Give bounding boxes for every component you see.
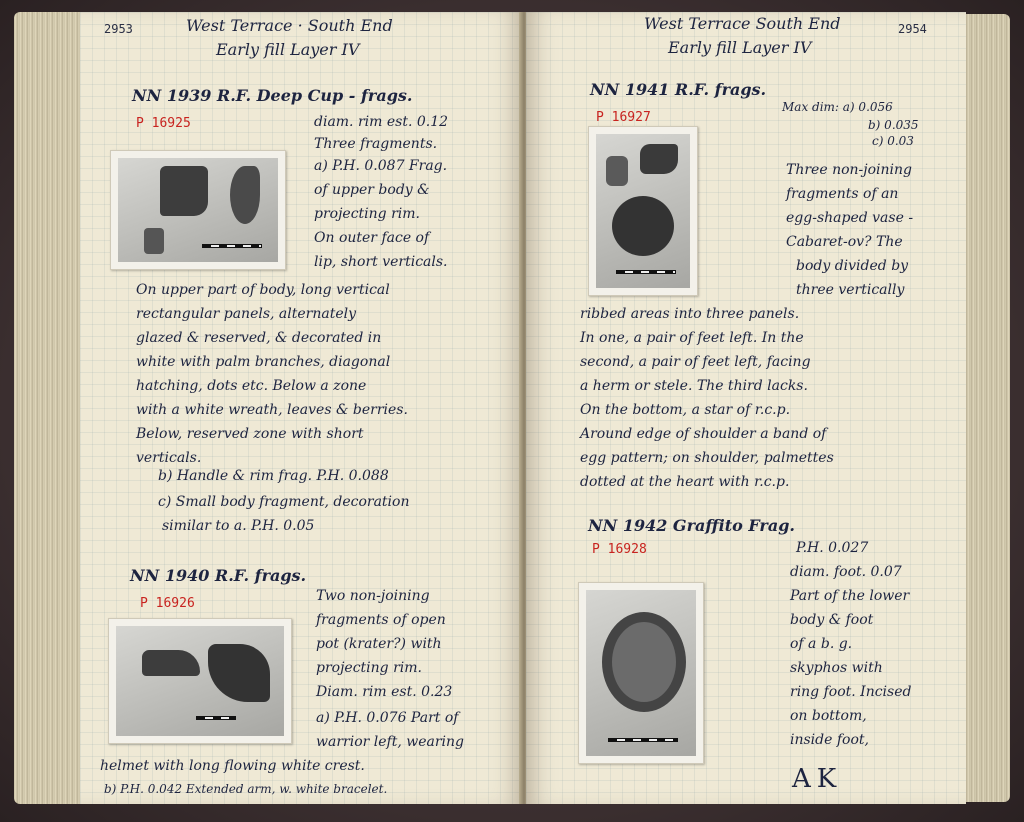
entry-title-nn1940: NN 1940 R.F. frags. — [130, 566, 307, 585]
note-line: a) P.H. 0.076 Part of — [316, 710, 459, 726]
note-line: diam. foot. 0.07 — [790, 564, 902, 580]
sherd-c — [144, 228, 164, 254]
note-line: projecting rim. — [314, 206, 420, 222]
sherd-b — [230, 166, 260, 224]
page-edges-left — [14, 12, 84, 804]
sherd-b — [606, 156, 628, 186]
right-header-line2: Early fill Layer IV — [668, 38, 812, 57]
note-line: a) P.H. 0.087 Frag. — [314, 158, 448, 174]
note-line: fragments of an — [786, 186, 899, 202]
note-line: on bottom, — [790, 708, 867, 724]
note-line: lip, short verticals. — [314, 254, 448, 270]
right-header-line1: West Terrace South End — [644, 14, 841, 33]
note-line: pot (krater?) with — [316, 636, 442, 652]
entry-title-nn1942: NN 1942 Graffito Frag. — [588, 516, 795, 535]
body-line: a herm or stele. The third lacks. — [580, 378, 808, 394]
body-line: Below, reserved zone with short — [136, 426, 364, 442]
photo-scale-bar — [616, 270, 676, 274]
note-line: inside foot, — [790, 732, 869, 748]
body-line: glazed & reserved, & decorated in — [136, 330, 382, 346]
body-line: egg pattern; on shoulder, palmettes — [580, 450, 834, 466]
body-line: rectangular panels, alternately — [136, 306, 357, 322]
photo-scale-bar — [202, 244, 262, 248]
note-line: Three fragments. — [314, 136, 438, 152]
body-line: hatching, dots etc. Below a zone — [136, 378, 367, 394]
sherd-c — [612, 196, 674, 256]
entry-title-nn1941: NN 1941 R.F. frags. — [590, 80, 767, 99]
inventory-number-p16926: P 16926 — [140, 596, 195, 611]
dim-line: Max dim: a) 0.056 — [782, 100, 893, 114]
photo-nn1940-image — [116, 626, 284, 736]
note-line: Cabaret-ov? The — [786, 234, 903, 250]
sherd-a — [142, 650, 200, 676]
body-line: ribbed areas into three panels. — [580, 306, 800, 322]
note-line: projecting rim. — [316, 660, 422, 676]
photo-scale-bar — [608, 738, 678, 742]
left-header-line2: Early fill Layer IV — [216, 40, 360, 59]
note-line: egg-shaped vase - — [786, 210, 914, 226]
note-line: diam. rim est. 0.12 — [314, 114, 449, 130]
body-line: with a white wreath, leaves & berries. — [136, 402, 408, 418]
note-line: Part of the lower — [790, 588, 910, 604]
body-line: On upper part of body, long vertical — [136, 282, 390, 298]
note-line: of upper body & — [314, 182, 430, 198]
sherd-a — [602, 612, 686, 712]
photo-nn1939-image — [118, 158, 278, 262]
body-line: second, a pair of feet left, facing — [580, 354, 811, 370]
photo-scale-bar — [196, 716, 236, 720]
note-line: Two non-joining — [316, 588, 430, 604]
note-line: warrior left, wearing — [316, 734, 464, 750]
dim-line: c) 0.03 — [872, 134, 914, 148]
inventory-number-p16928: P 16928 — [592, 542, 647, 557]
photo-nn1942-image — [586, 590, 696, 756]
body-line: In one, a pair of feet left. In the — [580, 330, 804, 346]
note-line: P.H. 0.027 — [796, 540, 869, 556]
note-line: body divided by — [796, 258, 909, 274]
dim-line: b) 0.035 — [868, 118, 919, 132]
entry-title-nn1939: NN 1939 R.F. Deep Cup - frags. — [132, 86, 413, 105]
note-line: Three non-joining — [786, 162, 912, 178]
photo-nn1939 — [110, 150, 286, 270]
sherd-b — [208, 644, 270, 702]
graffito-letters: AK — [792, 764, 843, 794]
item-c-line: c) Small body fragment, decoration — [158, 494, 410, 510]
photo-nn1941 — [588, 126, 698, 296]
body-line: verticals. — [136, 450, 202, 466]
page-edges-right — [960, 14, 1010, 802]
body-line: dotted at the heart with r.c.p. — [580, 474, 790, 490]
left-header-line1: West Terrace · South End — [186, 16, 393, 35]
sherd-a — [640, 144, 678, 174]
item-b-line: b) Handle & rim frag. P.H. 0.088 — [158, 468, 389, 484]
body-line: Around edge of shoulder a band of — [580, 426, 827, 442]
note-line: body & foot — [790, 612, 874, 628]
photo-nn1941-image — [596, 134, 690, 288]
body-line: On the bottom, a star of r.c.p. — [580, 402, 791, 418]
inventory-number-p16927: P 16927 — [596, 110, 651, 125]
item-c-line-2: similar to a. P.H. 0.05 — [162, 518, 315, 534]
body-line: white with palm branches, diagonal — [136, 354, 391, 370]
note-line: ring foot. Incised — [790, 684, 912, 700]
body-line: helmet with long flowing white crest. — [100, 758, 365, 774]
note-line: skyphos with — [790, 660, 883, 676]
sherd-a — [160, 166, 208, 216]
note-line: of a b. g. — [790, 636, 853, 652]
note-line: fragments of open — [316, 612, 446, 628]
photo-nn1942 — [578, 582, 704, 764]
photo-nn1940 — [108, 618, 292, 744]
note-line: Diam. rim est. 0.23 — [316, 684, 453, 700]
inventory-number-p16925: P 16925 — [136, 116, 191, 131]
left-page-number: 2953 — [104, 22, 133, 36]
note-line: On outer face of — [314, 230, 430, 246]
right-page-number: 2954 — [898, 22, 927, 36]
note-line: three vertically — [796, 282, 905, 298]
body-line: b) P.H. 0.042 Extended arm, w. white bracelet. — [104, 782, 388, 796]
